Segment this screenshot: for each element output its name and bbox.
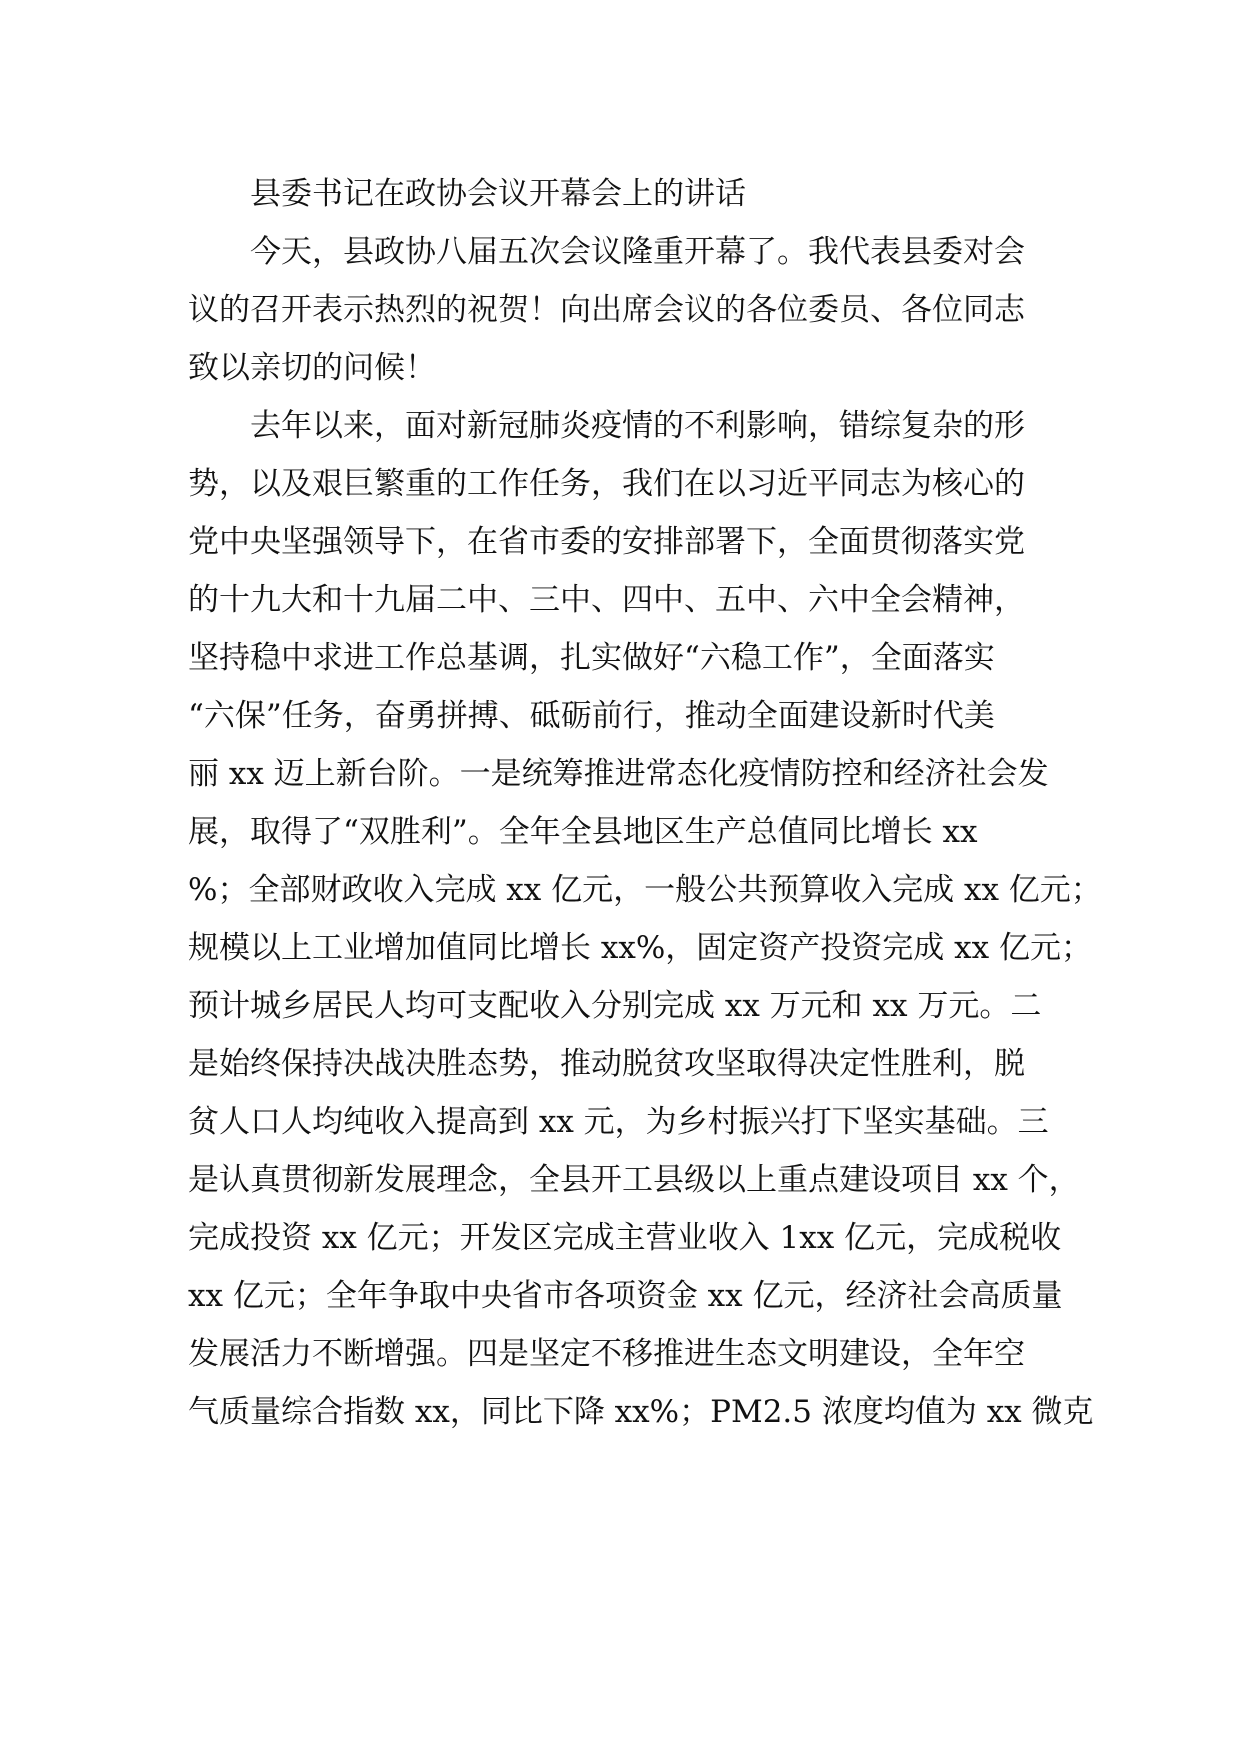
- text-line: 去年以来，面对新冠肺炎疫情的不利影响，错综复杂的形: [250, 408, 1025, 444]
- text-line: %；全部财政收入完成 xx 亿元，一般公共预算收入完成 xx 亿元；: [188, 872, 1102, 908]
- text-line: 发展活力不断增强。四是坚定不移推进生态文明建设，全年空: [188, 1336, 1025, 1372]
- text-line: 丽 xx 迈上新台阶。一是统筹推进常态化疫情防控和经济社会发: [188, 756, 1049, 792]
- text-line: xx 亿元；全年争取中央省市各项资金 xx 亿元，经济社会高质量: [188, 1278, 1063, 1314]
- text-line: 党中央坚强领导下，在省市委的安排部署下，全面贯彻落实党: [188, 524, 1025, 560]
- text-line: 势，以及艰巨繁重的工作任务，我们在以习近平同志为核心的: [188, 466, 1025, 502]
- text-line: 展，取得了“双胜利”。全年全县地区生产总值同比增长 xx: [188, 814, 978, 850]
- text-line: 气质量综合指数 xx，同比下降 xx%；PM2.5 浓度均值为 xx 微克: [188, 1394, 1094, 1430]
- text-line: 的十九大和十九届二中、三中、四中、五中、六中全会精神，: [188, 582, 1025, 618]
- text-line: 议的召开表示热烈的祝贺！向出席会议的各位委员、各位同志: [188, 292, 1025, 328]
- text-line: “六保”任务，奋勇拼搏、砥砺前行，推动全面建设新时代美: [188, 698, 995, 734]
- document-title: 县委书记在政协会议开幕会上的讲话: [250, 176, 746, 212]
- text-line: 是始终保持决战决胜态势，推动脱贫攻坚取得决定性胜利，脱: [188, 1046, 1025, 1082]
- text-line: 坚持稳中求进工作总基调，扎实做好“六稳工作”，全面落实: [188, 640, 995, 676]
- text-line: 贫人口人均纯收入提高到 xx 元，为乡村振兴打下坚实基础。三: [188, 1104, 1049, 1140]
- text-line: 今天，县政协八届五次会议隆重开幕了。我代表县委对会: [250, 234, 1025, 270]
- text-line: 规模以上工业增加值同比增长 xx%，固定资产投资完成 xx 亿元；: [188, 930, 1092, 966]
- text-line: 致以亲切的问候！: [188, 350, 436, 386]
- text-line: 是认真贯彻新发展理念，全县开工县级以上重点建设项目 xx 个，: [188, 1162, 1080, 1198]
- text-line: 预计城乡居民人均可支配收入分别完成 xx 万元和 xx 万元。二: [188, 988, 1042, 1024]
- text-line: 完成投资 xx 亿元；开发区完成主营业收入 1xx 亿元，完成税收: [188, 1220, 1062, 1256]
